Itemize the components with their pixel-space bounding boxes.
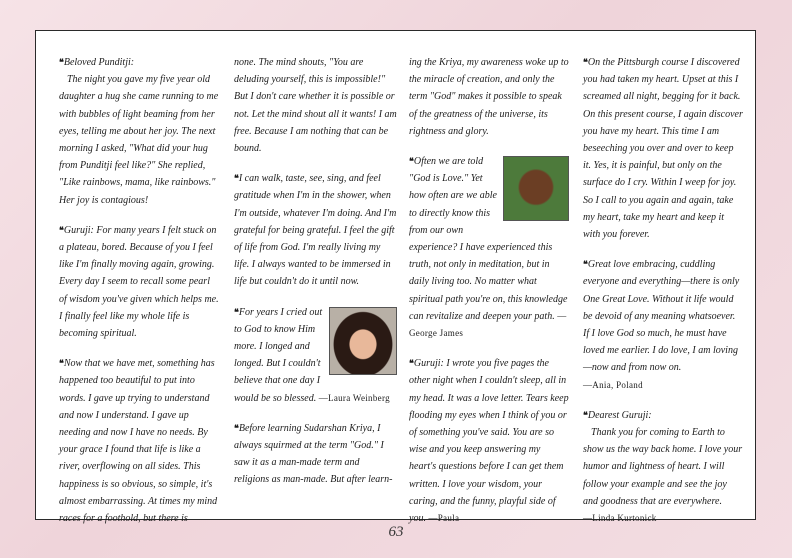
testimonial-text: Guruji: I wrote you five pages the other night when I couldn't sleep, all in my head. It was a love letter. Tears keep flooding my eyes when I think of you or of something you've said. You are so wise and you keep answering my heart's questions before I can get them written. I love your wisdom, your caring, and the funny, playful side of you. [409,358,569,525]
column-3 [409,54,569,540]
quote-mark-icon: ❝ [59,358,63,369]
quote-mark-icon: ❝ [583,259,587,270]
testimonial [59,222,219,342]
portrait-photo [503,156,569,221]
quote-mark-icon: ❝ [59,224,63,235]
testimonial-text: For years I cried out to God to know Him more. I longed and longed. But I couldn't believe that one day I would be so blessed. [234,306,323,404]
testimonial [234,420,397,489]
testimonial [234,54,397,157]
quote-mark-icon: ❝ [409,358,413,369]
column-2 [234,54,397,502]
testimonial [234,170,397,290]
testimonial-text: The night you gave my five year old daughter a hug she came running to me with bubbles of light beaming from her eyes, telling me about her joy. The next morning I asked, "What did your hug from Punditji feel like?" She replied, "Like rainbows, mama, like rainbows." Her joy is contagious! [59,74,219,206]
column-1 [59,54,219,540]
quote-mark-icon: ❝ [59,57,63,67]
testimonial-text: Before learning Sudarshan Kriya, I always squirmed at the term "God." I saw it as a man-made term and religions as man-made. But after learn- [234,422,393,486]
testimonial-text: I can walk, taste, see, sing, and feel gratitude when I'm in the shower, when I'm outside, whatever I'm doing. And I'm grateful for being grateful. I feel the gift of life from God. I'm really living my life. I always wanted to be immersed in life but couldn't do it until now. [234,173,397,288]
signature: —Linda Kurtonick [583,513,657,524]
testimonial [409,153,569,342]
testimonial [583,407,743,527]
testimonial-text: Now that we have met, something has happened too beautiful to put into words. I gave up trying to understand and now I understand. I gave up needing and now I have no needs. By your grace I found that life is like a river, overflowing on all sides. This happiness is so obvious, so simple, it's almost embarrassing. At times my mind races for a foothold, but there is [59,358,218,525]
quote-mark-icon: ❝ [234,422,238,433]
signature: —Paula [428,513,460,524]
testimonial-text: Thank you for coming to Earth to show us the way back home. I love your humor and lightness of heart. I will follow your example and see the joy and goodness that are everywhere. [583,427,743,507]
testimonial-text: On the Pittsburgh course I discovered you had taken my heart. Upset at this I screamed all night, begging for it back. On this present course, I again discover you have my heart. This time I am beseeching you over and over to keep it. Yes, it is painful, but only on the surface do I cry. Within I weep for joy. So I call to you again and again, take my heart, take my heart and keep it with you forever. [583,57,743,241]
salutation: Dearest Guruji: [587,409,652,421]
testimonial [409,355,569,527]
testimonial-text: Guruji: For many years I felt stuck on a plateau, bored. Because of you I feel like I'm finally moving again, growing. Every day I seem to recall some pearl of wisdom you've given which helps me. I finally feel like my whole life is becoming spiritual. [59,224,219,340]
portrait-photo [329,307,397,375]
testimonial [59,355,219,527]
signature: —George James [409,310,567,339]
page-frame [35,30,756,525]
quote-mark-icon: ❝ [234,173,238,184]
testimonial [583,54,743,243]
testimonial [583,256,743,394]
testimonial-text: none. The mind shouts, "You are deluding yourself, this is impossible!" But I don't care whether it is possible or not. Let the mind shout all it wants! I am free. Because I am nothing that can be bound. [234,57,397,155]
quote-mark-icon: ❝ [583,409,587,420]
testimonial [59,54,219,209]
signature: —Ania, Poland [583,379,643,390]
quote-mark-icon: ❝ [409,156,413,167]
testimonial-text: Often we are told "God is Love." Yet how often are we able to directly know this from our own experience? I have experienced this truth, not only in meditation, but in daily living too. No matter what spiritual path you're on, this knowledge can revitalize and deepen your path. [409,156,568,322]
quote-mark-icon: ❝ [234,306,238,317]
testimonial-text: Great love embracing, cuddling everyone and everything—there is only One Great Love. Without it life would be devoid of any meaning whatsoever. If I love God so much, he must have loved me earlier. I do love, I am loving—now and from now on. [583,259,740,374]
page-number: 63 [388,524,404,540]
testimonial-text: ing the Kriya, my awareness woke up to the miracle of creation, and only the term "God" makes it possible to speak of the greatness of the universe, its rightness and glory. [409,57,569,137]
signature: —Laura Weinberg [318,392,390,403]
testimonial [234,304,397,407]
testimonial [409,54,569,140]
column-4 [583,54,743,540]
quote-mark-icon: ❝ [583,57,587,67]
salutation: Beloved Punditji: [63,57,135,68]
